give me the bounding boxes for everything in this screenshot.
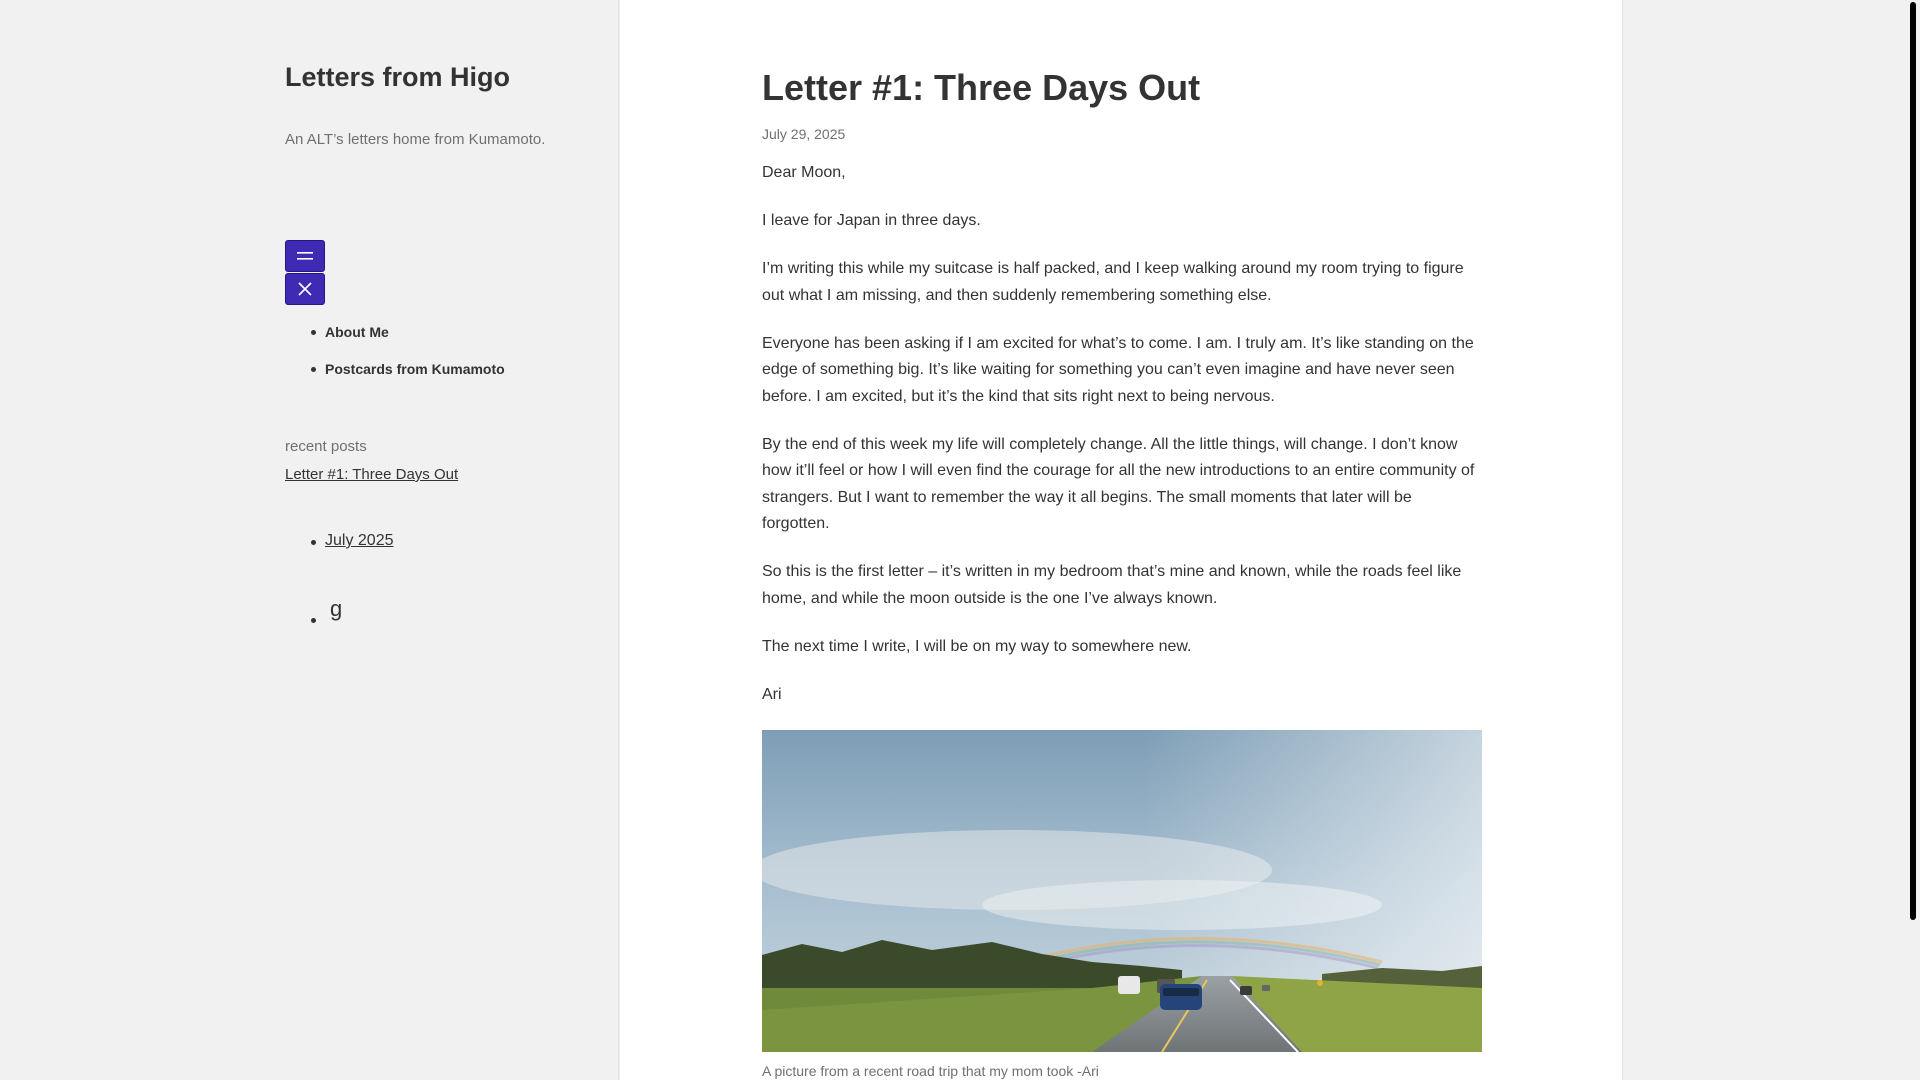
recent-posts-heading: recent posts	[285, 438, 367, 455]
site-description: An ALT’s letters home from Kumamoto.	[285, 131, 546, 148]
content-area	[620, 0, 1623, 1080]
right-margin	[1624, 0, 1920, 1080]
menu-close-button[interactable]	[285, 273, 325, 305]
sidebar	[0, 0, 619, 1080]
hamburger-icon	[296, 250, 314, 262]
paragraph: Dear Moon,	[762, 164, 846, 181]
post-body	[762, 160, 1482, 1079]
signature: Ari	[762, 685, 782, 703]
paragraph: I leave for Japan in three days.	[762, 212, 981, 229]
scrollbar-thumb[interactable]	[1910, 2, 1916, 920]
photo-caption: A picture from a recent road trip that my mom took -Ari	[762, 1062, 1099, 1079]
post-title[interactable]: Letter #1: Three Days Out	[762, 67, 1201, 108]
paragraph: By the end of this week my life will completely change. All the little things, will change. I don’t know how it’ll feel or how I will even find the courage for all the new introductions to an entire community of strangers. But I want to remember the way it all begins. The small moments that later will be forgotten.	[762, 435, 1475, 532]
paragraph: I’m writing this while my suitcase is half packed, and I keep walking around my room trying to figure out what I am missing, and then suddenly remembering something else.	[762, 260, 1464, 304]
paragraph: The next time I write, I will be on my way to somewhere new.	[762, 637, 1192, 655]
archives-list	[285, 532, 394, 550]
archive-item	[285, 532, 394, 550]
archive-link-july-2025[interactable]: July 2025	[325, 532, 394, 549]
site-title[interactable]: Letters from Higo	[285, 62, 511, 92]
social-links	[285, 596, 343, 626]
post	[762, 66, 1482, 1079]
menu-item-postcards[interactable]: Postcards from Kumamoto	[285, 359, 505, 396]
paragraph: Everyone has been asking if I am excited for what’s to come. I am. I truly am. It’s like standing on the edge of something big. It’s like waiting for something you can’t even imagine and have never seen before. I am excited, but it’s the kind that sits right next to being nervous.	[762, 334, 1474, 405]
goodreads-icon[interactable]: g	[330, 596, 343, 621]
recent-post-link[interactable]: Letter #1: Three Days Out	[285, 466, 459, 483]
road-trip-photo	[762, 730, 1482, 1052]
menu-item-about-me[interactable]: About Me	[285, 322, 505, 359]
primary-menu	[285, 322, 505, 396]
social-item	[285, 596, 343, 626]
menu-open-button[interactable]	[285, 240, 325, 272]
paragraph: So this is the first letter – it’s written in my bedroom that’s mine and known, while the roads feel like home, and while the moon outside is the one I’ve always known.	[762, 563, 1462, 607]
close-icon	[297, 281, 313, 297]
scrollbar[interactable]	[1906, 0, 1920, 1080]
post-date[interactable]: July 29, 2025	[762, 126, 846, 142]
